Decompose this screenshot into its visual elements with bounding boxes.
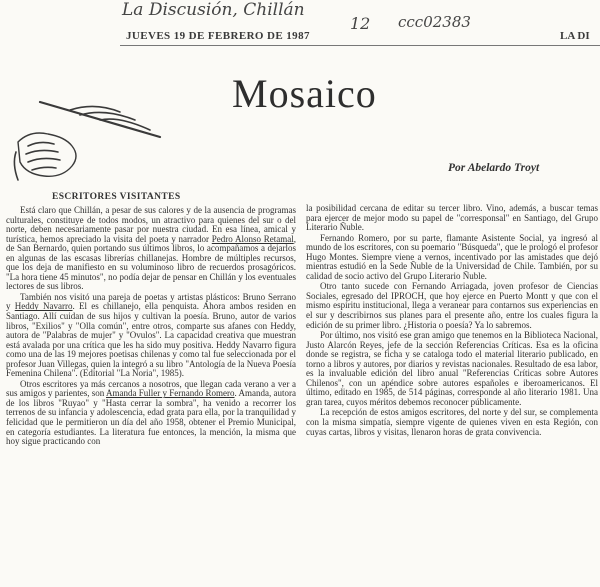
paragraph: la posibilidad cercana de editar su tercer libro. Vino, además, a buscar temas para ejercer de mejor modo su papel de "corresponsal" en Santiago, del Grupo Literario Ñuble.: [306, 204, 598, 233]
paragraph-text: Está claro que Chillán, a pesar de sus calores y de la ausencia de programas culturales, constituye de todos modos, un atractivo para quienes del sur o del norte, deben necesariamente pasar por nuestra ciudad. En esa línea, amical y turística, hemos apreciado la visita del poeta y narrador: [6, 206, 296, 244]
header-rule: [120, 45, 600, 46]
author-byline: Por Abelardo Troyt: [448, 162, 540, 174]
paragraph: Por último, nos visitó ese gran amigo que tenemos en la Biblioteca Nacional, Justo Alarcón Reyes, jefe de la sección Referencias Críticas. Esa es la oficina donde se registra, se ficha y se cataloga todo el material literario publicado, en torno a libros y autores, por diarios y revistas nacionales. Resultado de esa labor, es la invaluable edición del libro anual "Referencias Críticas sobre Autores Chilenos", con un apéndice sobre autores españoles e iberoamericanos. El último, editado en 1985, de 514 páginas, corresponde al año literario 1981. Una gran tarea, cuyos méritos debemos reconocer públicamente.: [306, 330, 598, 407]
paragraph: [6, 380, 296, 447]
handwritten-paper-name: La Discusión, Chillán: [122, 0, 305, 20]
section-heading: ESCRITORES VISITANTES: [52, 192, 181, 202]
paragraph-text: Otros escritores ya más cercanos a nosotros, que llegan cada verano a ver a sus amigos y parientes, son: [6, 378, 296, 399]
underlined-name: Amanda Fuller y Fernando Romero: [106, 388, 235, 399]
underlined-name: Pedro Alonso Retamal: [211, 233, 294, 244]
article-right-column: [306, 204, 598, 587]
paragraph: La recepción de estos amigos escritores, del norte y del sur, se complementa con la misma simpatía, siempre vigente de quienes viven en esta Región, con cuyas cartas, libros y visitas, llenaron horas de grata convivencia.: [306, 407, 598, 437]
paragraph: Otro tanto sucede con Fernando Arriagada, joven profesor de Ciencias Sociales, egresado del IPROCH, que hoy ejerce en Puerto Montt y que con el mismo espíritu institucional, llega a veranear para contarnos sus experiencias en el sur y describirnos sus planes para el presente año, entre los cuales figura la edición de su primer libro. ¿Historia o poesía? Ya lo sabremos.: [306, 281, 598, 330]
hand-quill-icon: [10, 82, 170, 192]
page-title: Mosaico: [232, 71, 377, 116]
masthead-fragment: LA DI: [560, 30, 590, 42]
article-left-column: [6, 206, 296, 587]
paragraph: [6, 206, 296, 292]
underlined-name: Heddy Navarro: [14, 301, 73, 312]
paragraph-text: . El es chillanejo, ella penquista. Ahora ambos residen en Santiago. Allí cuidan de sus hijos y cultivan la poesía. Bruno, autor de varios libros, "Exilios" y "Olla común", entre otros, comparte sus afanes con Heddy, autora de "Palabras de mujer" y "Ovulos". La capacidad creativa que muestran está avalada por una crítica que les ha sido muy positiva. Heddy Navarro figura como una de las 19 mejores poetisas chilenas y como tal fue seleccionada por el profesor Juan Villegas, quien la integró a su libro "Antología de la Nueva Poesía Femenina Chilena". (Editorial "La Noria", 1985).: [6, 301, 296, 379]
handwritten-archive-code: ccc02383: [398, 13, 471, 31]
paragraph: Fernando Romero, por su parte, flamante Asistente Social, ya ingresó al mundo de los escritores, con su poemario "Búsqueda", que le prologó el profesor Hugo Montes. Siempre viene a vernos, incentivado por las amistades que dejó mientras estudió en la Sede Ñuble de la Universidad de Chile. También, por su calidad de socio activo del Grupo Literario Ñuble.: [306, 232, 598, 281]
paragraph-text: También nos visitó una pareja de poetas y artistas plásticos: Bruno Serrano y: [6, 291, 296, 312]
dateline: JUEVES 19 DE FEBRERO DE 1987: [126, 30, 310, 42]
paragraph-text: . Amanda, autora de los libros "Ruyao" y "Hasta cerrar la sombra", ha venido a recorrer los terrenos de su infancia y adolescencia, edad grata para ella, por la tranquilidad y felicidad que le permitieron un día del año 1958, obtener el Premio Municipal, en categoría estudiantes. La literatura fue entonces, la mención, la misma que hoy sigue practicando con: [6, 388, 296, 447]
paragraph-text: , de San Bernardo, quien portando sus últimos libros, lo acompañamos a dejarlos en algunas de las escasas librerías chillanejas. Hombre de múltiples recursos, que los deja de manifiesto en su voluminoso libro de recuerdos prosagóricos. "La hora tiene 45 minutos", no podía dejar de pensar en Chillán y los eventuales lectores de sus libros.: [6, 233, 296, 292]
handwritten-page-number: 12: [350, 14, 371, 33]
paragraph: [6, 293, 296, 379]
